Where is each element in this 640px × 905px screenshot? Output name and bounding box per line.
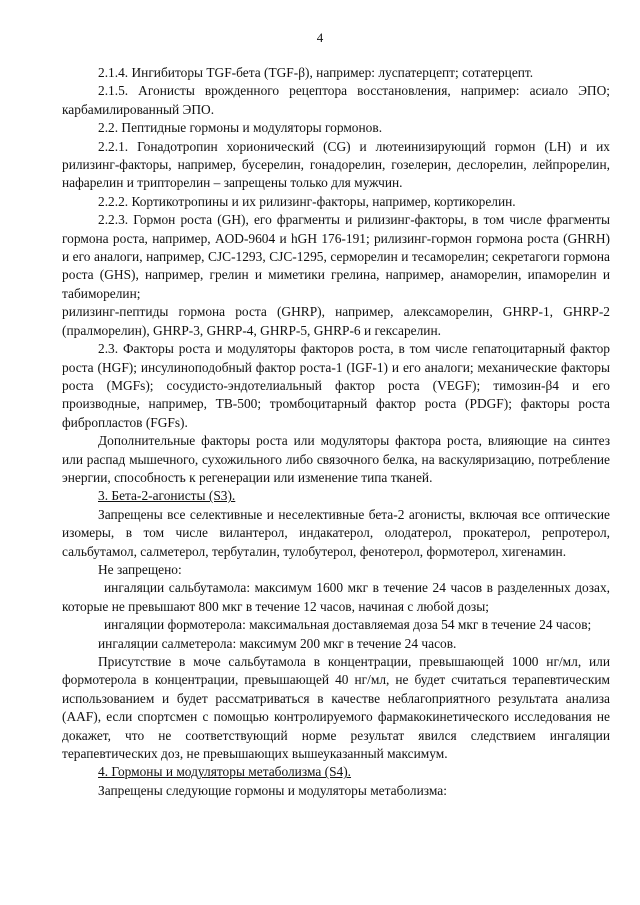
item-2-3: 2.3. Факторы роста и модуляторы факторов роста, в том числе гепатоцитарный фактор роста (HGF); инсулиноподобный фактор роста-1 (IGF-1) и его аналоги; механические факторы роста (MGFs); сосудисто-эндотелиальный фактор роста (VEGF); тимозин-β4 и его производные, например, ТВ-500; тромбоцитарный фактор роста (PDGF); факторы роста фибропластов (FGFs). — [62, 341, 610, 430]
page-number: 4 — [316, 30, 324, 45]
s3-exception-salbutamol: ингаляции сальбутамола: максимум 1600 мкг в течение 24 часов в разделенных дозах, которые не превышают 800 мкг в течение 12 часов, начиная с любой дозы; — [62, 580, 610, 614]
section-heading-s3: 3. Бета-2-агонисты (S3). — [98, 488, 236, 504]
s3-exception-salmeterol: ингаляции салметерола: максимум 200 мкг в течение 24 часов. — [98, 635, 457, 651]
item-2-2-2: 2.2.2. Кортикотропины и их рилизинг-факторы, например, кортикорелин. — [98, 193, 516, 209]
section-heading-s4: 4. Гормоны и модуляторы метаболизма (S4). — [98, 764, 352, 780]
s4-intro-text: Запрещены следующие гормоны и модуляторы метаболизма: — [98, 782, 447, 798]
s3-exception-formoterol: ингаляции формотерола: максимальная доставляемая доза 54 мкг в течение 24 часов; — [104, 617, 592, 633]
item-2-1-4: 2.1.4. Ингибиторы TGF-бета (TGF-β), например: луспатерцепт; сотатерцепт. — [98, 65, 534, 80]
item-2-2-3-ghrp: рилизинг-пептиды гормона роста (GHRP), например, алексаморелин, GHRP-1, GHRP-2 (пралморелин), GHRP-3, GHRP-4, GHRP-5, GHRP-6 и гексарелин. — [62, 304, 610, 338]
item-2-2: 2.2. Пептидные гормоны и модуляторы гормонов. — [98, 120, 383, 136]
s3-urine-concentration-note: Присутствие в моче сальбутамола в концентрации, превышающей 1000 нг/мл, или формотерола в концентрации, превышающей 40 нг/мл, не будет считаться терапевтическим использованием и будет рассматриваться в качестве неблагоприятного результата анализа (AAF), если спортсмен с помощью контролируемого фармакокинетического исследования не докажет, что не соответствующий норме результат явился следствием ингаляции терапевтических доз, не превышающих вышеуказанный максимум. — [62, 654, 610, 762]
s3-not-prohibited-label: Не запрещено: — [98, 561, 182, 577]
item-2-1-5: 2.1.5. Агонисты врожденного рецептора восстановления, например: асиало ЭПО; карбамилированный ЭПО. — [62, 83, 610, 117]
document-body — [62, 64, 610, 800]
item-2-2-1: 2.2.1. Гонадотропин хорионический (CG) и лютеинизирующий гормон (LH) и их рилизинг-факторы, например, бусерелин, гонадорелин, гозелерин, деслорелин, лейпрорелин, нафарелин и трипторелин – запрещены только для мужчин. — [62, 138, 610, 191]
item-2-2-3: 2.2.3. Гормон роста (GH), его фрагменты и рилизинг-факторы, в том числе фрагменты гормона роста, например, AOD-9604 и hGH 176-191; рилизинг-гормон гормона роста (GHRH) и его аналоги, например, CJC-1293, CJC-1295, серморелин и тесаморелин; секретагоги гормона роста (GHS), например, грелин и миметики грелина, например, анаморелин, ипаморелин и табиморелин; — [62, 212, 610, 301]
s3-prohibited-text: Запрещены все селективные и неселективные бета-2 агонисты, включая все оптические изомеры, в том числе вилантерол, индакатерол, олодатерол, прокатерол, репротерол, сальбутамол, салметерол, тербуталин, тулобутерол, фенотерол, формотерол, хигенамин. — [62, 506, 610, 559]
item-2-3-additional: Дополнительные факторы роста или модуляторы фактора роста, влияющие на синтез или распад мышечного, сухожильного либо связочного белка, на васкуляризацию, потребление энергии, способность к регенерации или изменение типа тканей. — [62, 433, 610, 485]
